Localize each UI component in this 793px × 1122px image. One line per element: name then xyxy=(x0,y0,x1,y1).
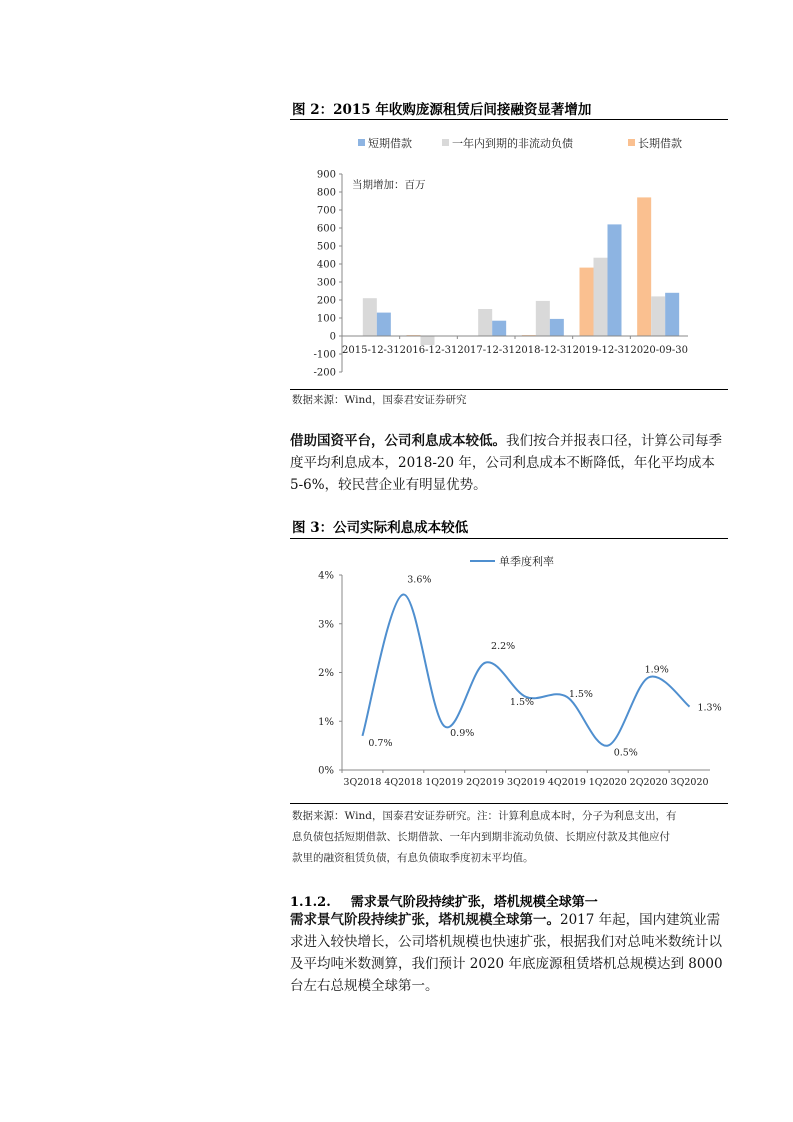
bar-chart-y-axis xyxy=(314,170,342,379)
bar xyxy=(665,293,679,336)
x-tick-label: 1Q2019 xyxy=(425,777,464,788)
y-tick-label: 100 xyxy=(316,313,336,325)
line-chart-series xyxy=(362,575,721,759)
legend-label: 长期借款 xyxy=(638,137,682,150)
y-tick-label: 3% xyxy=(318,619,334,631)
figure2-title: 图 2：2015 年收购庞源租赁后间接融资显著增加 xyxy=(292,102,592,118)
figure3-source xyxy=(292,806,676,869)
bar xyxy=(478,309,492,336)
y-tick-label: 0 xyxy=(329,331,336,343)
line-chart-x-axis xyxy=(342,770,710,788)
y-tick-label: 500 xyxy=(316,241,336,253)
paragraph-demand-lead: 需求景气阶段持续扩张，塔机规模全球第一。 xyxy=(290,912,560,928)
rate-line xyxy=(362,594,689,745)
bar-chart-x-axis xyxy=(342,336,688,356)
y-tick-label: 700 xyxy=(316,205,336,217)
x-tick-label: 2017-12-31 xyxy=(457,345,515,356)
data-label: 1.3% xyxy=(697,702,722,714)
y-tick-label: -200 xyxy=(313,367,336,379)
bar xyxy=(608,224,622,336)
y-tick-label: 0% xyxy=(318,765,334,777)
bar xyxy=(377,313,391,336)
legend-label: 短期借款 xyxy=(368,137,412,150)
legend-swatch xyxy=(442,139,449,146)
bar xyxy=(421,336,435,345)
data-label: 0.7% xyxy=(368,737,393,749)
x-tick-label: 2Q2020 xyxy=(629,777,668,788)
y-tick-label: -100 xyxy=(313,349,336,361)
legend-label: 单季度利率 xyxy=(499,555,554,568)
x-tick-label: 3Q2019 xyxy=(506,777,546,788)
bar xyxy=(492,321,506,336)
bar xyxy=(651,296,665,336)
y-tick-label: 300 xyxy=(316,277,336,289)
y-tick-label: 200 xyxy=(316,295,336,307)
x-tick-label: 4Q2018 xyxy=(384,777,423,788)
data-label: 3.6% xyxy=(407,574,432,586)
y-tick-label: 600 xyxy=(316,223,336,235)
bar xyxy=(363,298,377,336)
y-tick-label: 900 xyxy=(316,169,336,181)
x-tick-label: 2016-12-31 xyxy=(399,345,458,356)
x-tick-label: 1Q2020 xyxy=(588,777,627,788)
bar xyxy=(550,319,564,336)
figure3-line-chart xyxy=(290,545,730,795)
x-tick-label: 4Q2019 xyxy=(547,777,586,788)
data-label: 0.5% xyxy=(613,747,638,759)
section-number: 1.1.2. xyxy=(290,895,331,910)
figure2-source: 数据来源：Wind，国泰君安证券研究 xyxy=(292,394,467,406)
data-label: 1.9% xyxy=(644,664,669,676)
bar-chart-legend xyxy=(358,136,682,150)
figure2-title-rule xyxy=(290,119,728,120)
y-tick-label: 800 xyxy=(316,187,336,199)
paragraph-demand-body: 2017 年起，国内建筑业需求进入较快增长，公司塔机规模也快速扩张，根据我们对总吨米数统计以及平均吨米数测算，我们预计 2020 年底庞源租赁塔机总规模达到 8000 台左右总规模全球第一。 xyxy=(290,912,723,994)
section-title: 需求景气阶段持续扩张，塔机规模全球第一 xyxy=(350,895,598,910)
paragraph-interest-cost xyxy=(290,430,726,496)
paragraph-interest-cost-body: 我们按合并报表口径，计算公司每季度平均利息成本，2018-20 年，公司利息成本不断降低，年化平均成本 5-6%，较民营企业有明显优势。 xyxy=(290,433,722,493)
figure3-source-line: 息负债包括短期借款、长期借款、一年内到期非流动负债、长期应付款及其他应付 xyxy=(292,831,670,843)
figure3-source-line: 款里的融资租赁负债，有息负债取季度初末平均值。 xyxy=(292,852,534,864)
data-label: 1.5% xyxy=(509,696,535,708)
y-tick-label: 2% xyxy=(318,668,334,679)
bar xyxy=(580,268,594,336)
x-tick-label: 2015-12-31 xyxy=(342,345,400,356)
figure3-bottom-rule xyxy=(290,803,728,804)
figure3-title-rule xyxy=(290,538,728,539)
bar-chart-annotation: 当期增加：百万 xyxy=(352,179,426,191)
legend-swatch xyxy=(358,139,365,146)
legend-swatch xyxy=(628,139,635,146)
data-label: 0.9% xyxy=(450,728,475,740)
y-tick-label: 400 xyxy=(316,259,336,271)
y-tick-label: 1% xyxy=(318,716,334,728)
paragraph-demand-expansion xyxy=(290,909,726,997)
bar xyxy=(594,258,608,336)
x-tick-label: 2020-09-30 xyxy=(630,345,688,356)
figure3-source-line: 数据来源：Wind，国泰君安证券研究。注：计算利息成本时，分子为利息支出，有 xyxy=(292,810,677,822)
paragraph-interest-cost-lead: 借助国资平台，公司利息成本较低。 xyxy=(290,433,506,449)
bar xyxy=(637,197,651,336)
figure2-bar-chart xyxy=(290,125,730,385)
y-tick-label: 4% xyxy=(318,570,334,582)
x-tick-label: 3Q2018 xyxy=(343,777,382,788)
legend-label: 一年内到期的非流动负债 xyxy=(452,137,573,150)
x-tick-label: 2018-12-31 xyxy=(515,345,573,356)
figure3-title: 图 3：公司实际利息成本较低 xyxy=(292,520,469,536)
line-chart-y-axis xyxy=(318,571,342,777)
section-heading xyxy=(290,891,598,910)
line-chart-legend xyxy=(470,554,554,568)
x-tick-label: 3Q2020 xyxy=(670,777,709,788)
x-tick-label: 2019-12-31 xyxy=(572,345,631,356)
x-tick-label: 2Q2019 xyxy=(466,777,505,788)
bar xyxy=(536,301,550,336)
data-label: 2.2% xyxy=(491,640,516,652)
bar-chart-bars xyxy=(349,197,679,345)
data-label: 1.5% xyxy=(568,688,593,700)
